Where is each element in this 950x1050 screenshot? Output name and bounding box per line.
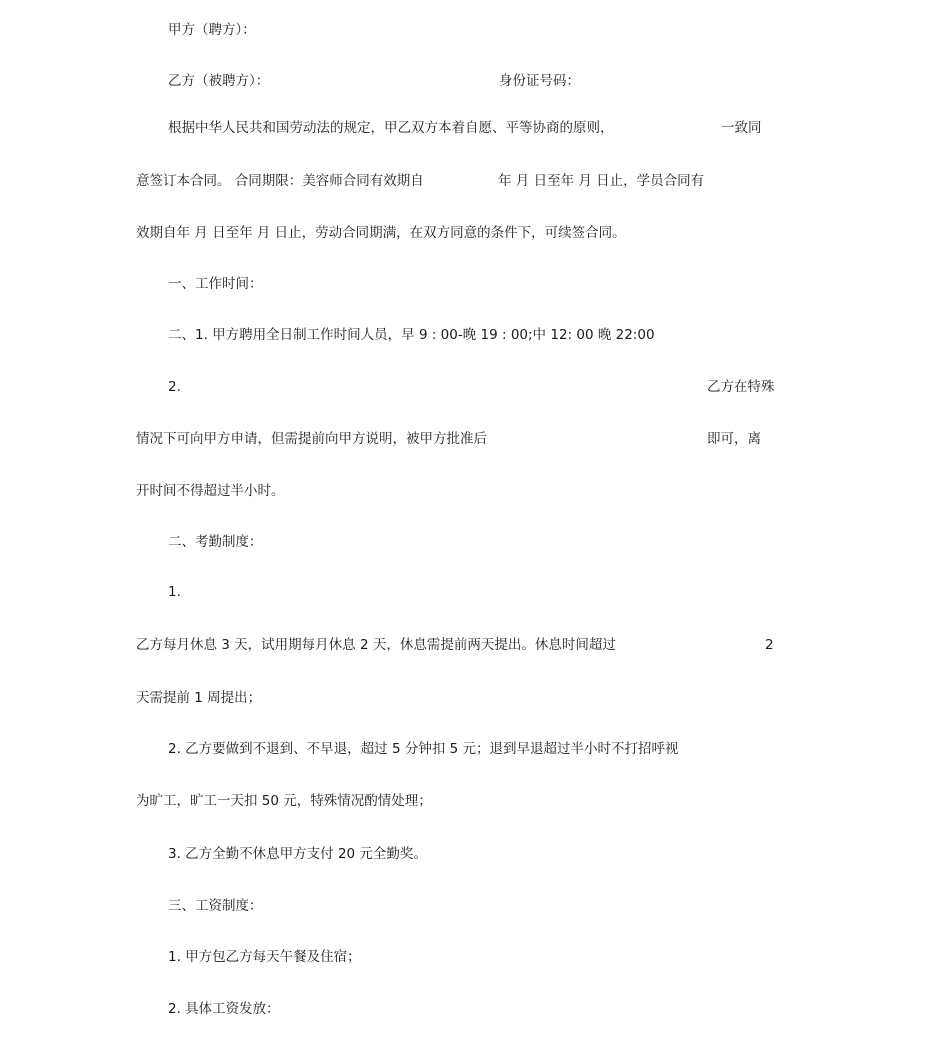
work-time-item-2-line-2-end: 即可，离 <box>707 431 761 447</box>
work-time-item-2-line-3: 开时间不得超过半小时。 <box>136 483 285 499</box>
salary-item-1: 1. 甲方包乙方每天午餐及住宿； <box>168 949 361 965</box>
work-time-heading: 一、工作时间： <box>168 276 263 292</box>
attendance-heading: 二、考勤制度： <box>168 534 263 550</box>
attendance-item-2-line-2: 为旷工，旷工一天扣 50 元，特殊情况酌情处理； <box>136 793 432 809</box>
work-time-item-1: 二、1. 甲方聘用全日制工作时间人员，早 9 : 00-晚 19 : 00;中 12: 00 晚 22:00 <box>168 327 655 343</box>
intro-line-2: 意签订本合同。 合同期限：美容师合同有效期自 <box>136 173 424 189</box>
attendance-item-1-line-1-end: 2 <box>765 637 774 653</box>
intro-line-3: 效期自年 月 日至年 月 日止，劳动合同期满，在双方同意的条件下，可续签合同。 <box>136 225 626 241</box>
work-time-item-2-line-2: 情况下可向甲方申请，但需提前向甲方说明，被甲方批准后 <box>136 431 487 447</box>
id-number-label: 身份证号码： <box>499 73 580 89</box>
attendance-item-3: 3. 乙方全勤不休息甲方支付 20 元全勤奖。 <box>168 846 427 862</box>
attendance-item-1-line-1: 乙方每月休息 3 天，试用期每月休息 2 天，休息需提前两天提出。休息时间超过 <box>136 637 616 653</box>
intro-line-2-end: 年 月 日至年 月 日止，学员合同有 <box>498 173 705 189</box>
party-a-label: 甲方（聘方）： <box>168 22 256 38</box>
attendance-item-1-line-2: 天需提前 1 周提出； <box>136 690 262 706</box>
attendance-item-2-line-1: 2. 乙方要做到不退到、不早退，超过 5 分钟扣 5 元；退到早退超过半小时不打招呼视 <box>168 741 679 757</box>
salary-heading: 三、工资制度： <box>168 898 263 914</box>
intro-line-1-end: 一致同 <box>721 120 762 136</box>
salary-item-2: 2. 具体工资发放： <box>168 1001 280 1017</box>
work-time-item-2-num: 2. <box>168 379 181 395</box>
work-time-item-2-end: 乙方在特殊 <box>707 379 775 395</box>
attendance-item-1-num: 1. <box>168 584 181 600</box>
party-b-label: 乙方（被聘方）： <box>168 73 270 89</box>
intro-line-1: 根据中华人民共和国劳动法的规定，甲乙双方本着自愿、平等协商的原则， <box>168 120 614 136</box>
